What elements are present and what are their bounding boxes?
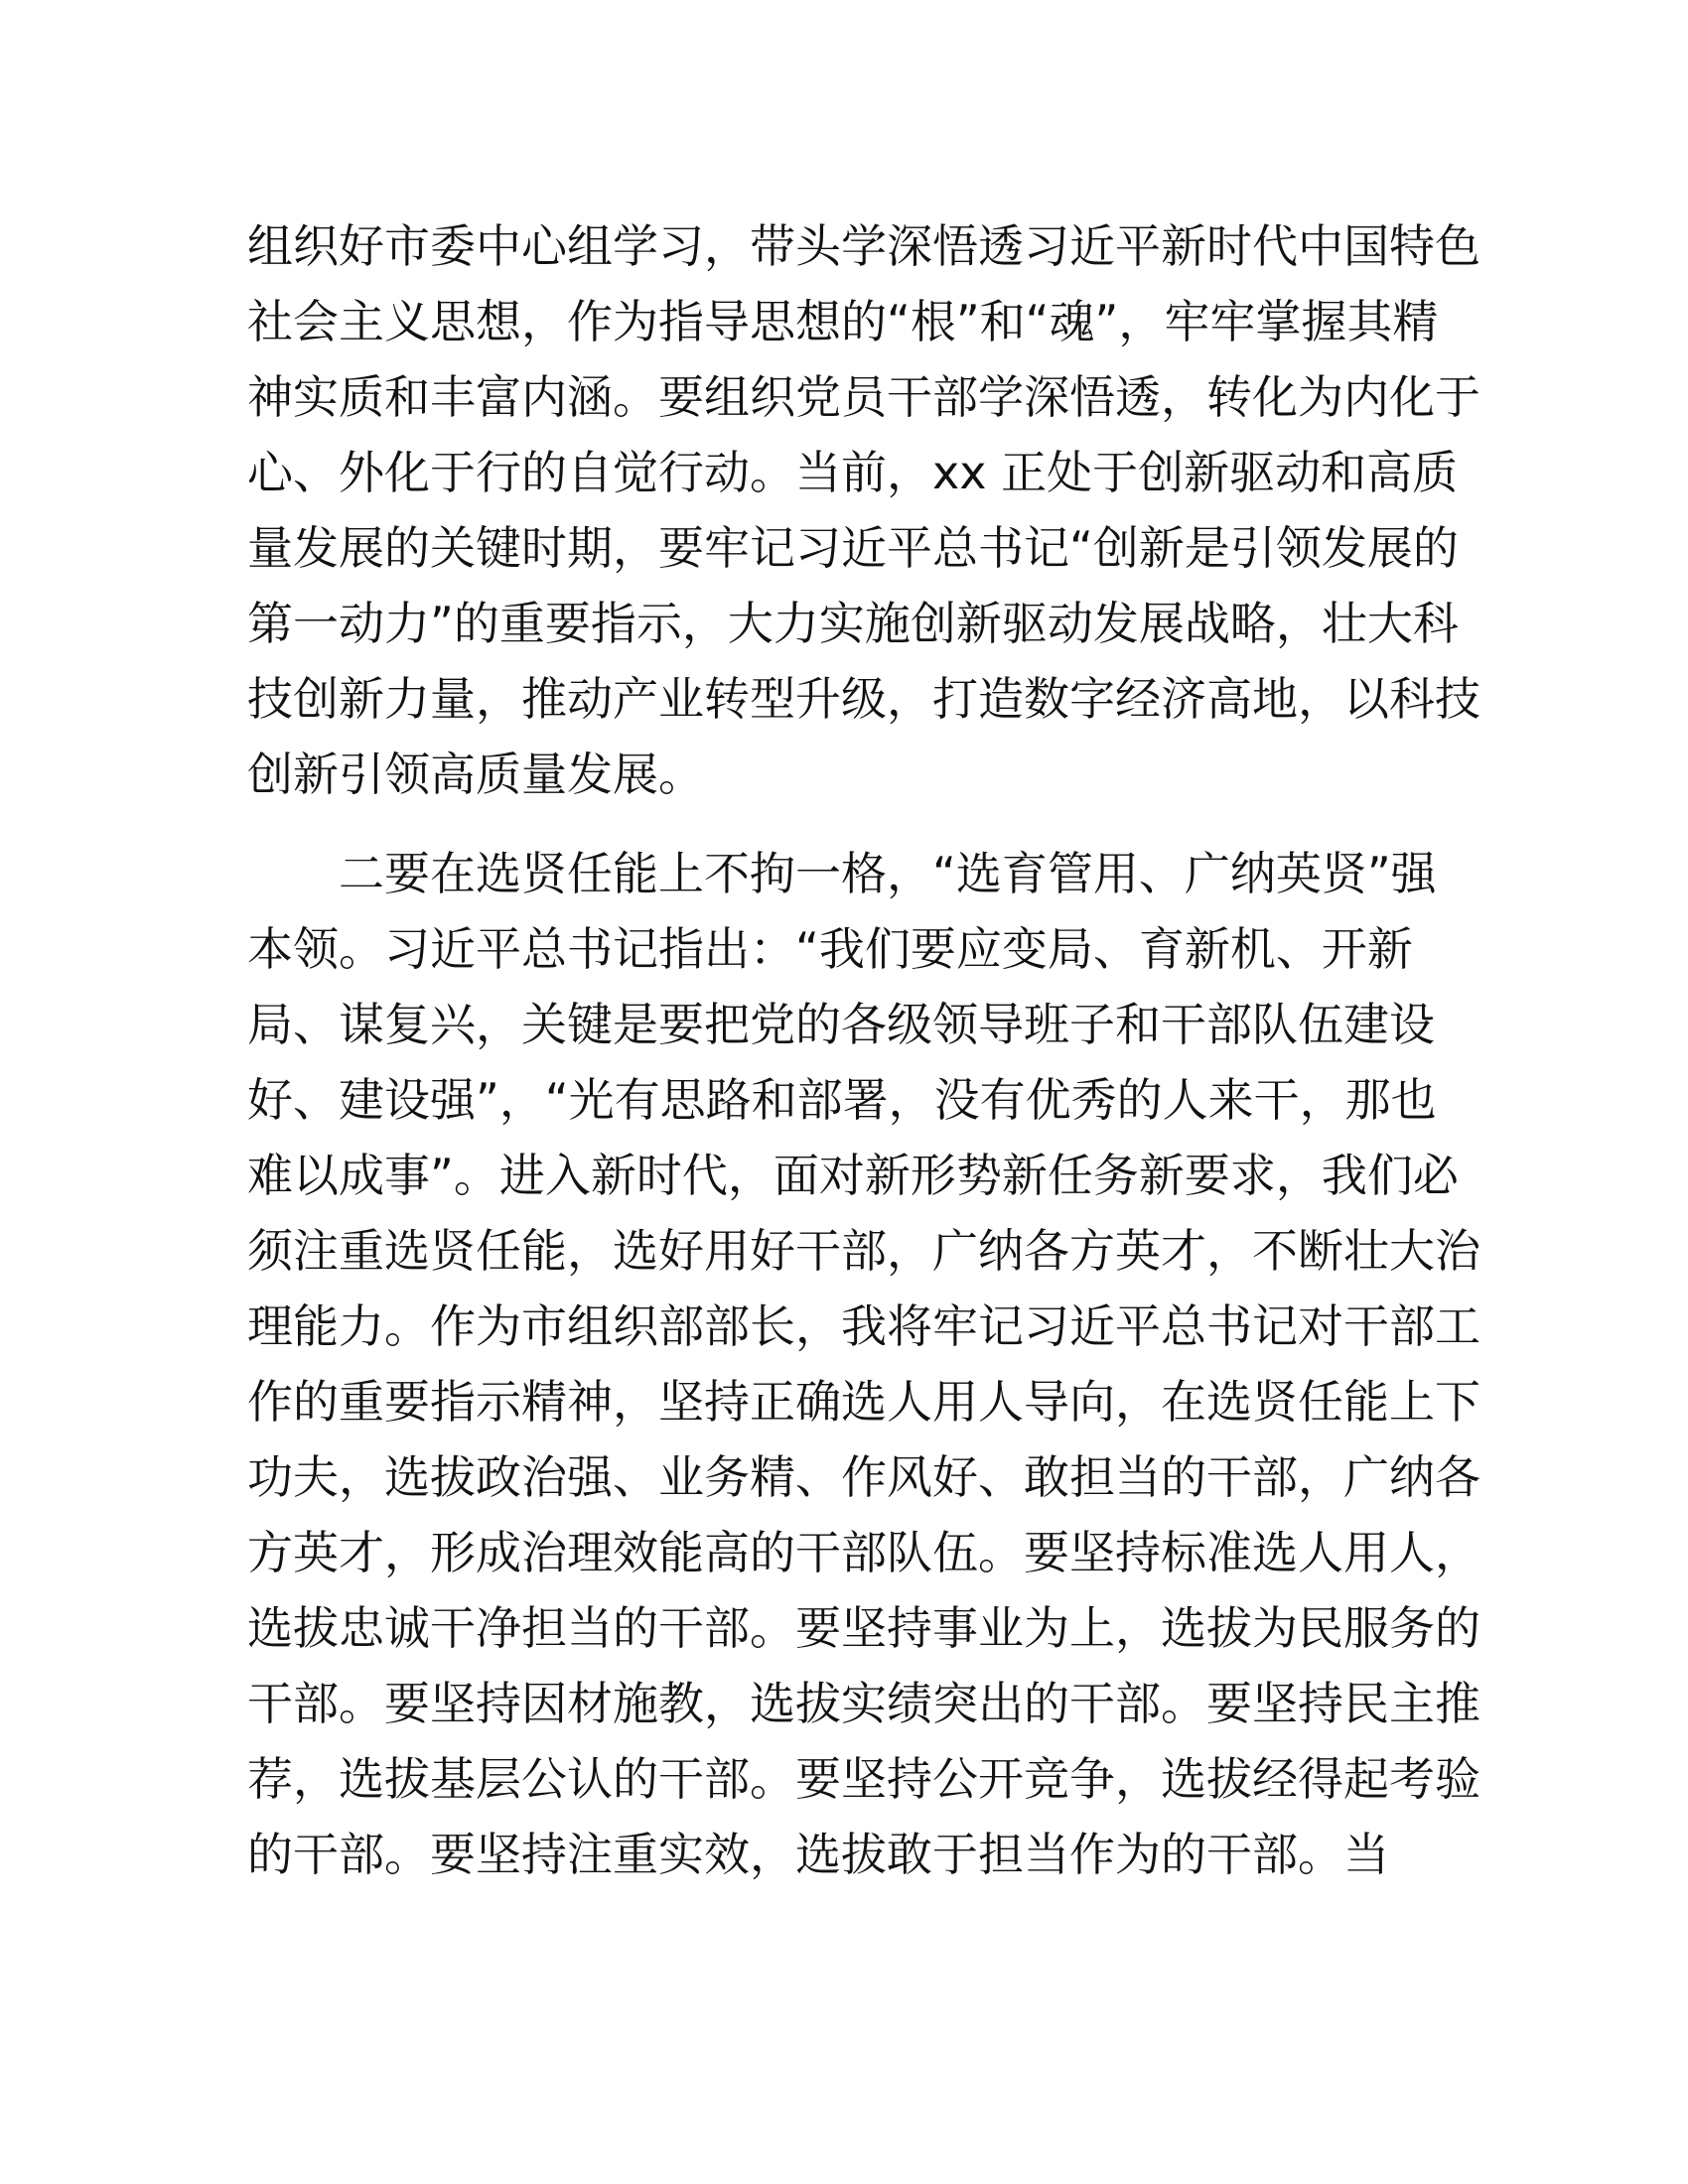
paragraph-1-line-6: 第一动力”的重要指示，大力实施创新驱动发展战略，壮大科 [247,597,1459,650]
paragraph-1-line-1: 组织好市委中心组学习，带头学深悟透习近平新时代中国特色 [247,219,1480,273]
document-body [247,208,1480,1892]
paragraph-2-line-13: 荐，选拔基层公认的干部。要坚持公开竞争，选拔经得起考验 [247,1752,1480,1806]
paragraph-2-line-5: 难以成事”。进入新时代，面对新形势新任务新要求，我们必 [247,1149,1459,1202]
paragraph-2 [247,836,1480,1892]
paragraph-2-line-4: 好、建设强”，“光有思路和部署，没有优秀的人来干，那也 [247,1073,1437,1127]
paragraph-2-line-10: 方英才，形成治理效能高的干部队伍。要坚持标准选人用人， [247,1526,1480,1579]
paragraph-2-line-8: 作的重要指示精神，坚持正确选人用人导向，在选贤任能上下 [247,1375,1480,1429]
paragraph-2-line-11: 选拔忠诚干净担当的干部。要坚持事业为上，选拔为民服务的 [247,1601,1480,1655]
paragraph-2-line-2: 本领。习近平总书记指出：“我们要应变局、育新机、开新 [247,922,1413,976]
paragraph-1-line-8: 创新引领高质量发展。 [247,748,704,801]
paragraph-2-line-1: 二要在选贤任能上不拘一格，“选育管用、广纳英贤”强 [339,847,1437,900]
paragraph-2-line-12: 干部。要坚持因材施教，选拔实绩突出的干部。要坚持民主推 [247,1677,1480,1730]
paragraph-1-line-7: 技创新力量，推动产业转型升级，打造数字经济高地，以科技 [247,672,1480,726]
paragraph-1-line-5: 量发展的关键时期，要牢记习近平总书记“创新是引领发展的 [247,521,1459,575]
paragraph-spacing [247,812,1439,836]
paragraph-2-line-14: 的干部。要坚持注重实效，选拔敢于担当作为的干部。当 [247,1828,1389,1881]
paragraph-2-line-7: 理能力。作为市组织部部长，我将牢记习近平总书记对干部工 [247,1299,1480,1353]
paragraph-1-line-4: 心、外化于行的自觉行动。当前，xx 正处于创新驱动和高质 [247,446,1459,499]
paragraph-2-line-3: 局、谋复兴，关键是要把党的各级领导班子和干部队伍建设 [247,998,1435,1051]
paragraph-2-line-6: 须注重选贤任能，选好用好干部，广纳各方英才，不断壮大治 [247,1224,1480,1278]
paragraph-1-line-2: 社会主义思想，作为指导思想的“根”和“魂”，牢牢掌握其精 [247,295,1439,348]
paragraph-2-line-9: 功夫，选拔政治强、业务精、作风好、敢担当的干部，广纳各 [247,1450,1480,1504]
paragraph-1-line-3: 神实质和丰富内涵。要组织党员干部学深悟透，转化为内化于 [247,370,1480,424]
paragraph-1 [247,208,1480,812]
